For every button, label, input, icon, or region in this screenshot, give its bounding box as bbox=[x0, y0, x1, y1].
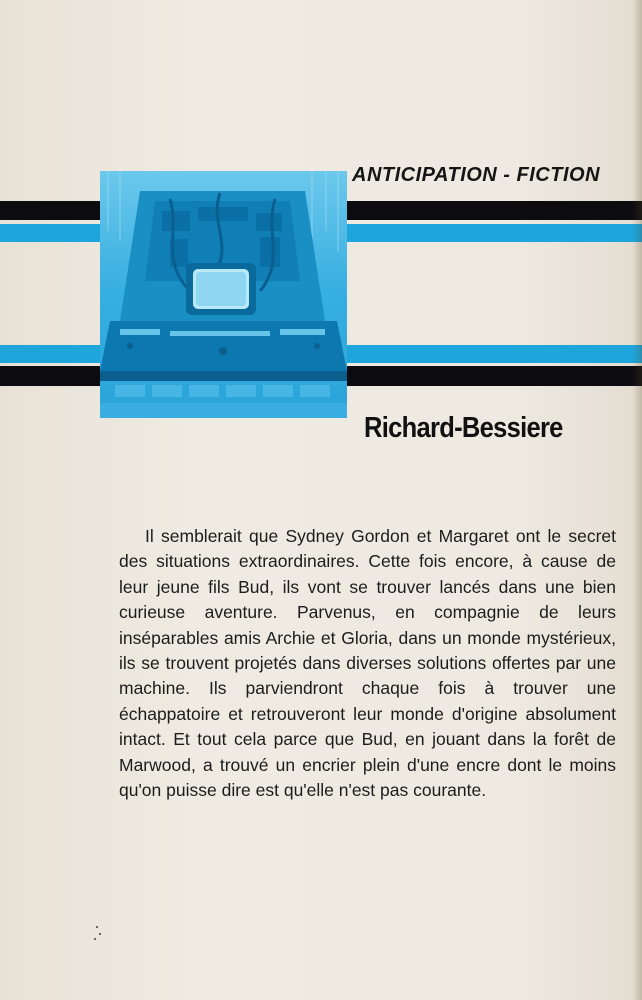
page-edge-shadow bbox=[632, 0, 642, 1000]
cover-illustration bbox=[100, 171, 347, 418]
blurb-text: Il semblerait que Sydney Gordon et Margaret ont le secret des situations extraordinaires. Cette fois encore, à cause de leur jeune fils Bud, ils vont se trouver lancés dans une bien curieuse aventure. Parvenus, en compagnie de leurs inséparables amis Archie et Gloria, dans un monde mystérieux, ils se trouvent projetés dans diverses solutions offertes par une machine. Ils parviendront chaque fois à trouver une échappatoire et retrouveront leur monde d'origine absolument intact. Et tout cela parce que Bud, en jouant dans la forêt de Marwood, a trouvé un encrier plein d'une encre dont le moins qu'on puisse dire est qu'elle n'est pas courante. bbox=[119, 526, 616, 801]
author-name: Richard-Bessiere bbox=[364, 412, 563, 444]
machine-illustration-icon bbox=[100, 171, 347, 418]
paper-speck bbox=[99, 933, 101, 935]
series-label: ANTICIPATION - FICTION bbox=[352, 164, 601, 186]
paper-speck bbox=[94, 938, 96, 940]
paper-speck bbox=[96, 926, 98, 928]
